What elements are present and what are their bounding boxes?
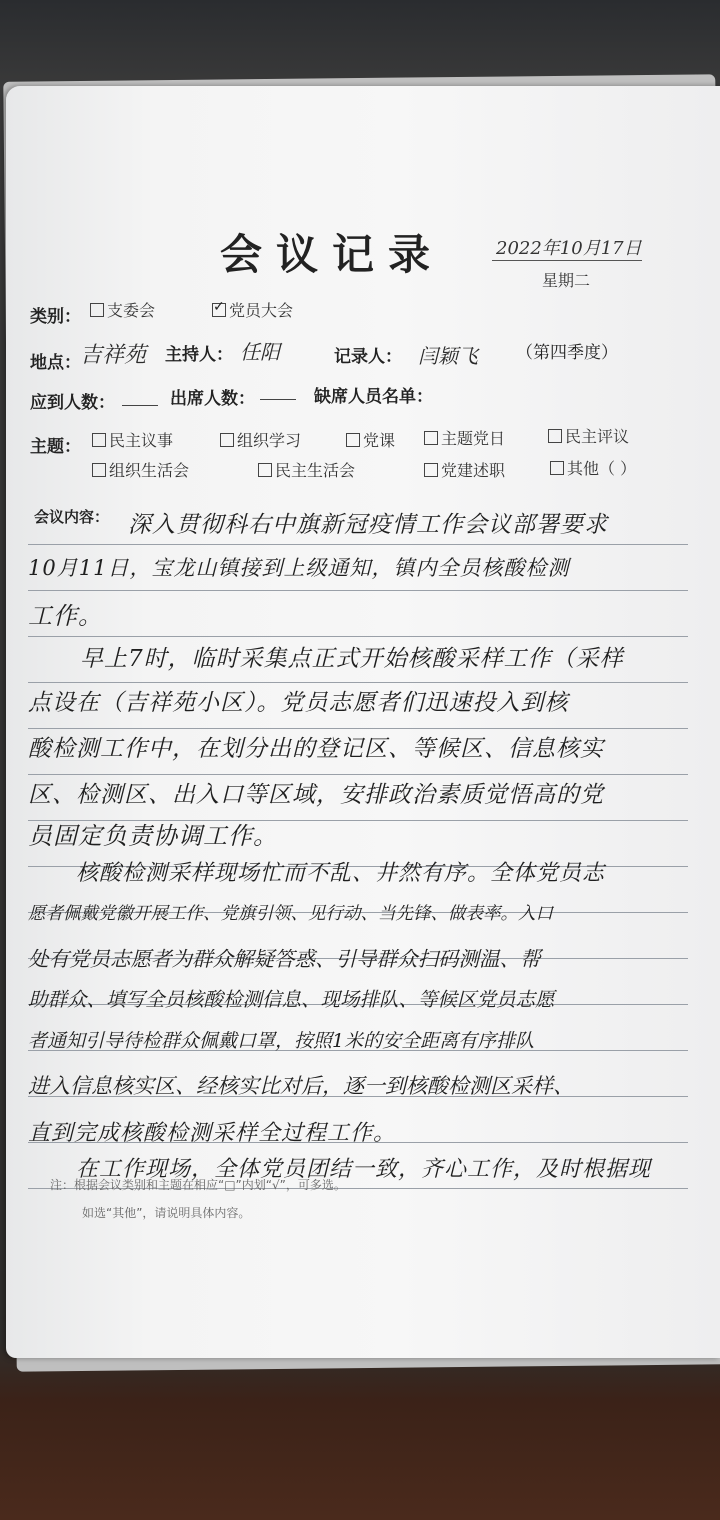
attended-count-label: 出席人数： xyxy=(170,389,255,409)
topic-option: 其他（ ） xyxy=(550,456,636,479)
checkbox-icon xyxy=(548,429,562,443)
page-title: 会议记录 xyxy=(220,230,445,279)
content-line: 早上7时，临时采集点正式开始核酸采样工作（采样 xyxy=(80,646,624,672)
ruled-line xyxy=(28,590,688,591)
location-value: 吉祥苑 xyxy=(80,343,147,368)
checkbox-icon xyxy=(424,431,438,445)
checkbox-icon xyxy=(92,433,106,447)
absent-list-label: 缺席人员名单： xyxy=(314,387,433,407)
ruled-line xyxy=(28,682,688,683)
content-line: 助群众、填写全员核酸检测信息、现场排队、等候区党员志愿 xyxy=(28,988,555,1011)
ruled-line xyxy=(28,636,688,637)
content-line: 员固定负责协调工作。 xyxy=(28,822,278,850)
category-option-branch: 支委会 xyxy=(90,298,155,321)
checked-checkbox-icon xyxy=(212,303,226,317)
recorder-value: 闫颖飞 xyxy=(418,344,478,368)
content-line: 工作。 xyxy=(28,602,103,630)
category-label: 类别： xyxy=(30,307,81,327)
ruled-line xyxy=(28,544,688,545)
topic-option: 组织生活会 xyxy=(92,458,189,481)
content-label: 会议内容： xyxy=(34,508,110,526)
topic-label: 主题： xyxy=(30,437,81,457)
topic-option: 主题党日 xyxy=(424,426,505,449)
quarter-text: （第四季度） xyxy=(516,343,618,363)
topic-option: 民主评议 xyxy=(548,424,629,447)
meeting-weekday: 星期二 xyxy=(542,271,591,290)
content-line: 愿者佩戴党徽开展工作、党旗引领、见行动、当先锋、做表率。入口 xyxy=(28,904,553,924)
recorder-label: 记录人： xyxy=(334,347,402,367)
content-line: 10月11日，宝龙山镇接到上级通知，镇内全员核酸检测 xyxy=(28,556,570,580)
location-label: 地点： xyxy=(30,353,81,373)
content-line: 酸检测工作中，在划分出的登记区、等候区、信息核实 xyxy=(28,736,604,762)
content-line: 进入信息核实区、经核实比对后，逐一到核酸检测区采样、 xyxy=(28,1074,574,1098)
content-line: 直到完成核酸检测采样全过程工作。 xyxy=(28,1121,397,1146)
content-line: 在工作现场，全体党员团结一致，齐心工作，及时根据现 xyxy=(76,1157,652,1182)
expected-count-blank xyxy=(122,404,158,406)
host-value: 任阳 xyxy=(240,340,280,364)
checkbox-icon xyxy=(258,463,272,477)
content-line: 核酸检测采样现场忙而不乱、井然有序。全体党员志 xyxy=(76,861,606,886)
expected-count-label: 应到人数： xyxy=(30,393,115,413)
checkbox-icon xyxy=(550,461,564,475)
attended-count-blank xyxy=(260,398,296,400)
category-option-general: ✓ 党员大会 xyxy=(212,298,293,321)
host-label: 主持人： xyxy=(165,345,233,365)
topic-option: 民主议事 xyxy=(92,428,173,451)
topic-option: 组织学习 xyxy=(220,428,301,451)
checkbox-icon xyxy=(90,303,104,317)
content-line: 处有党员志愿者为群众解疑答惑、引导群众扫码测温、帮 xyxy=(28,947,541,971)
meeting-date: 2022年10月17日 xyxy=(496,238,642,259)
checkbox-icon xyxy=(346,433,360,447)
topic-option: 党课 xyxy=(346,428,395,451)
topic-option: 党建述职 xyxy=(424,458,505,481)
checkbox-icon xyxy=(424,463,438,477)
content-line: 深入贯彻科右中旗新冠疫情工作会议部署要求 xyxy=(128,512,608,538)
topic-option: 民主生活会 xyxy=(258,458,355,481)
ruled-line xyxy=(28,728,688,729)
checkbox-icon xyxy=(220,433,234,447)
content-line: 者通知引导待检群众佩戴口罩，按照1米的安全距离有序排队 xyxy=(28,1030,535,1052)
checkbox-icon xyxy=(92,463,106,477)
footnote-1: 注：根据会议类别和主题在相应“□”内划“√”，可多选。 xyxy=(50,1178,346,1192)
ruled-line xyxy=(28,774,688,775)
content-line: 区、检测区、出入口等区域，安排政治素质觉悟高的党 xyxy=(28,782,604,808)
content-line: 点设在（吉祥苑小区）。党员志愿者们迅速投入到核 xyxy=(28,690,569,716)
footnote-2: 如选“其他”，请说明具体内容。 xyxy=(82,1206,251,1220)
